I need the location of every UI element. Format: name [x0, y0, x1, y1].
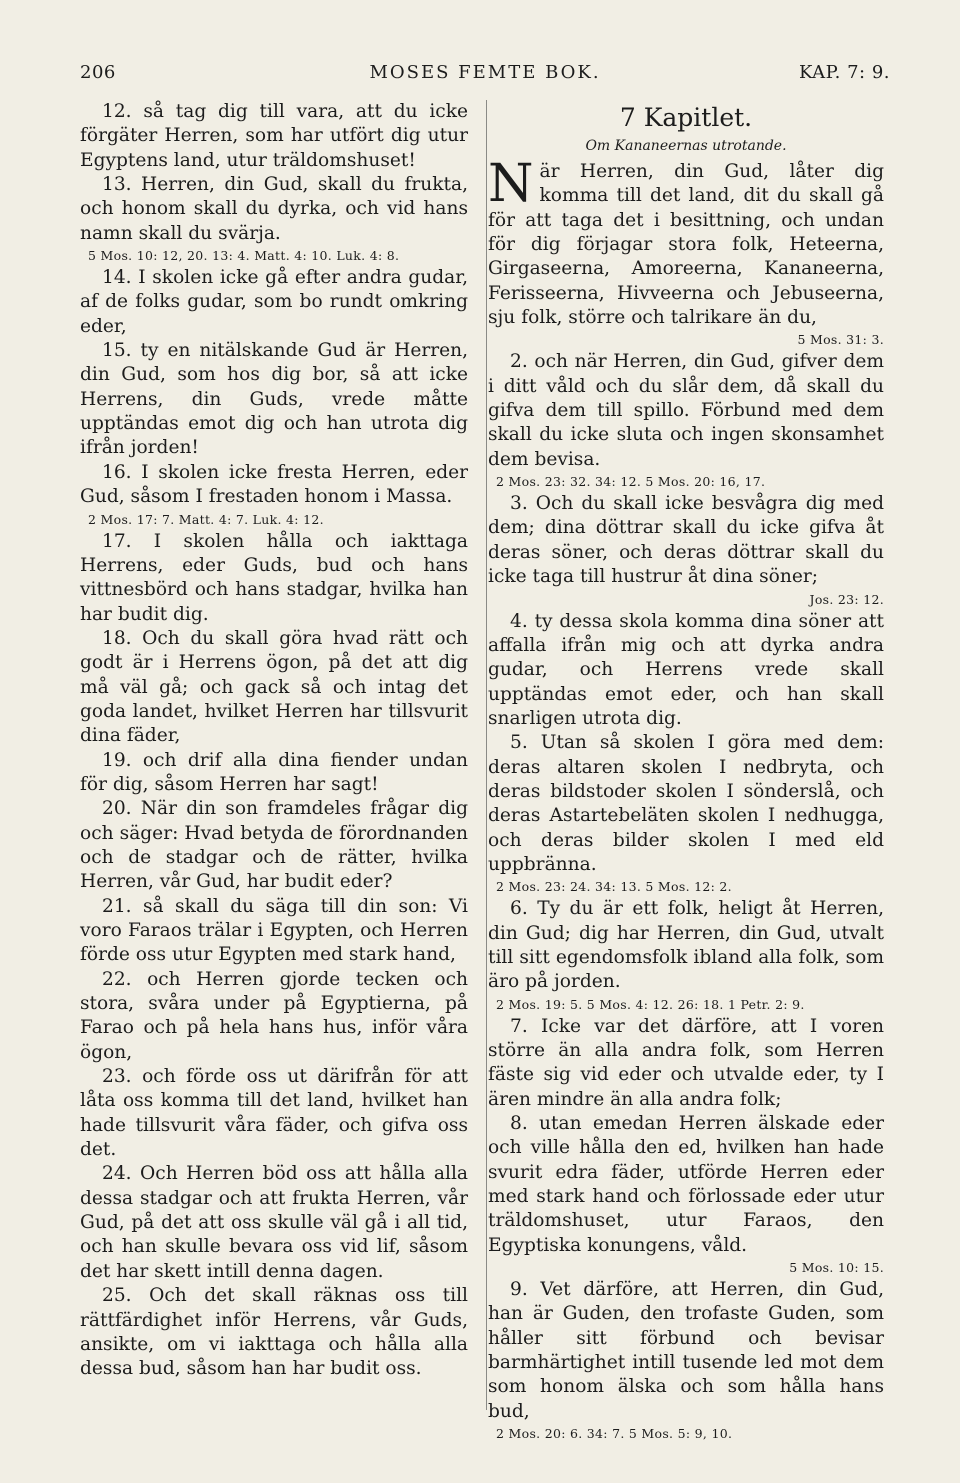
- chapter-heading: 7 Kapitlet.: [619, 103, 753, 132]
- verse-paragraph: 17. I skolen hålla och iakttaga Herrens, eder Guds, bud och hans vittnesbörd och hans stadgar, hvilka han har budit dig.: [80, 530, 468, 625]
- verse-paragraph: 21. så skall du säga till din son: Vi voro Faraos trälar i Egypten, och Herren förde oss utur Egypten med stark hand,: [80, 895, 468, 966]
- cross-reference: Jos. 23: 12.: [809, 591, 884, 607]
- cross-reference: 2 Mos. 19: 5. 5 Mos. 4: 12. 26: 18. 1 Petr. 2: 9.: [496, 996, 805, 1012]
- verse-paragraph: 14. I skolen icke gå efter andra gudar, af de folks gudar, som bo rundt omkring eder,: [80, 267, 468, 337]
- verse-paragraph: 12. så tag dig till vara, att du icke förgäter Herren, som har utfört dig utur Egyptens land, utur träldomshuset!: [80, 101, 468, 171]
- verse-paragraph: 4. ty dessa skola komma dina söner att affalla ifrån mig och att dyrka andra gudar, och Herrens vrede skall upptändas emot eder, och han skall snarligen utrota dig.: [488, 610, 884, 729]
- column-divider: [486, 100, 487, 1410]
- drop-cap: N: [488, 154, 534, 214]
- right-column: [488, 100, 884, 1444]
- verse-paragraph: 8. utan emedan Herren älskade eder och ville hålla den ed, hvilken han hade svurit edra fäder, utförde Herren eder med stark hand och förlossade eder utur träldomshuset, utur Faraos, den Egyptiska konungens, våld.: [488, 1113, 884, 1256]
- page-number: 206: [80, 62, 116, 83]
- running-title: MOSES FEMTE BOK.: [369, 62, 601, 83]
- verse-paragraph: [488, 154, 884, 330]
- verse-paragraph: 19. och drif alla dina fiender undan för dig, såsom Herren har sagt!: [80, 749, 468, 795]
- verse-paragraph: 18. Och du skall göra hvad rätt och godt är i Herrens ögon, på det att dig må väl gå; och gack så och intag det goda landet, hvilket Herren har tillsvurit dina fäder,: [80, 627, 468, 747]
- verse-paragraph: 25. Och det skall räknas oss till rättfärdighet inför Herrens, vår Guds, ansikte, om vi iakttaga och hålla alla dessa bud, såsom han har budit oss.: [80, 1285, 468, 1380]
- verse-paragraph: 6. Ty du är ett folk, heligt åt Herren, din Gud; dig har Herren, din Gud, utvalt till sitt egendomsfolk ibland alla folk, som äro på jorden.: [488, 898, 884, 993]
- verse-paragraph: 20. När din son framdeles frågar dig och säger: Hvad betyda de förordnanden och de stadgar och de rätter, hvilka Herren, vår Gud, har budit eder?: [80, 798, 468, 893]
- verse-paragraph: 3. Och du skall icke besvågra dig med dem; dina döttrar skall du icke gifva åt deras söner, och deras döttrar skall du icke taga till hustrur åt dina söner;: [488, 493, 884, 588]
- cross-reference: 5 Mos. 10: 15.: [789, 1260, 884, 1276]
- cross-reference: 2 Mos. 17: 7. Matt. 4: 7. Luk. 4: 12.: [88, 511, 324, 527]
- cross-reference: 2 Mos. 20: 6. 34: 7. 5 Mos. 5: 9, 10.: [496, 1426, 733, 1442]
- chapter-verse-reference: KAP. 7: 9.: [798, 62, 890, 83]
- running-header: [80, 62, 890, 90]
- verse-paragraph: 23. och förde oss ut därifrån för att låta oss komma till det land, hvilket han hade tillsvurit våra fäder, och gifva oss det.: [80, 1066, 468, 1161]
- cross-reference: 2 Mos. 23: 24. 34: 13. 5 Mos. 12: 2.: [496, 879, 732, 895]
- left-column: [80, 100, 468, 1382]
- verse-paragraph: 5. Utan så skolen I göra med dem: deras altaren skolen I nedbryta, och deras bildstoder skolen I sönderslå, och deras Astartebeläten skolen I nedhugga, och deras bilder skolen I med eld uppbränna.: [488, 732, 884, 875]
- verse-paragraph: 15. ty en nitälskande Gud är Herren, din Gud, som hos dig bor, så att icke Herrens, din Guds, vrede måtte upptändas emot dig och han utrota dig ifrån jorden!: [80, 340, 468, 459]
- chapter-subtitle: Om Kananeernas utrotande.: [585, 138, 787, 154]
- verse-paragraph: 16. I skolen icke fresta Herren, eder Gud, såsom I frestaden honom i Massa.: [80, 461, 468, 508]
- verse-paragraph: 9. Vet därföre, att Herren, din Gud, han är Guden, den trofaste Guden, som håller sitt förbund och bevisar barmhärtighet intill tusende led mot dem som honom älska och som hålla hans bud,: [488, 1279, 884, 1422]
- verse-paragraph: 22. och Herren gjorde tecken och stora, svåra under på Egyptierna, på Farao och på hela hans hus, inför våra ögon,: [80, 968, 468, 1063]
- cross-reference: 5 Mos. 10: 12, 20. 13: 4. Matt. 4: 10. Luk. 4: 8.: [88, 248, 400, 264]
- verse-paragraph: 7. Icke var det därföre, att I voren större än alla andra folk, som Herren fäste sig vid eder och utvalde eder, ty I ären mindre än alla andra folk;: [488, 1015, 884, 1110]
- cross-reference: 2 Mos. 23: 32. 34: 12. 5 Mos. 20: 16, 17.: [496, 474, 766, 490]
- verse-paragraph: 2. och när Herren, din Gud, gifver dem i ditt våld och du slår dem, då skall du gifva dem till spillo. Förbund med dem skall du icke sluta och ingen skonsamhet dem bevisa.: [488, 351, 884, 470]
- verse-paragraph: 13. Herren, din Gud, skall du frukta, och honom skall du dyrka, och vid hans namn skall du svärja.: [80, 174, 468, 244]
- verse-text: är Herren, din Gud, låter dig komma till det land, dit du skall gå för att taga det i besittning, och undan för dig förjagar stora folk, Heteerna, Girgaseerna, Amoreerna, Kananeerna, Ferisseerna, Hivveerna och Jebuseerna, sju folk, större och talrikare än du,: [488, 161, 884, 329]
- verse-paragraph: 24. Och Herren böd oss att hålla alla dessa stadgar och att frukta Herren, vår Gud, på det att oss skulle väl gå i all tid, och han skulle bevara oss vid lif, såsom det har skett intill denna dagen.: [80, 1163, 468, 1282]
- cross-reference: 5 Mos. 31: 3.: [797, 332, 884, 348]
